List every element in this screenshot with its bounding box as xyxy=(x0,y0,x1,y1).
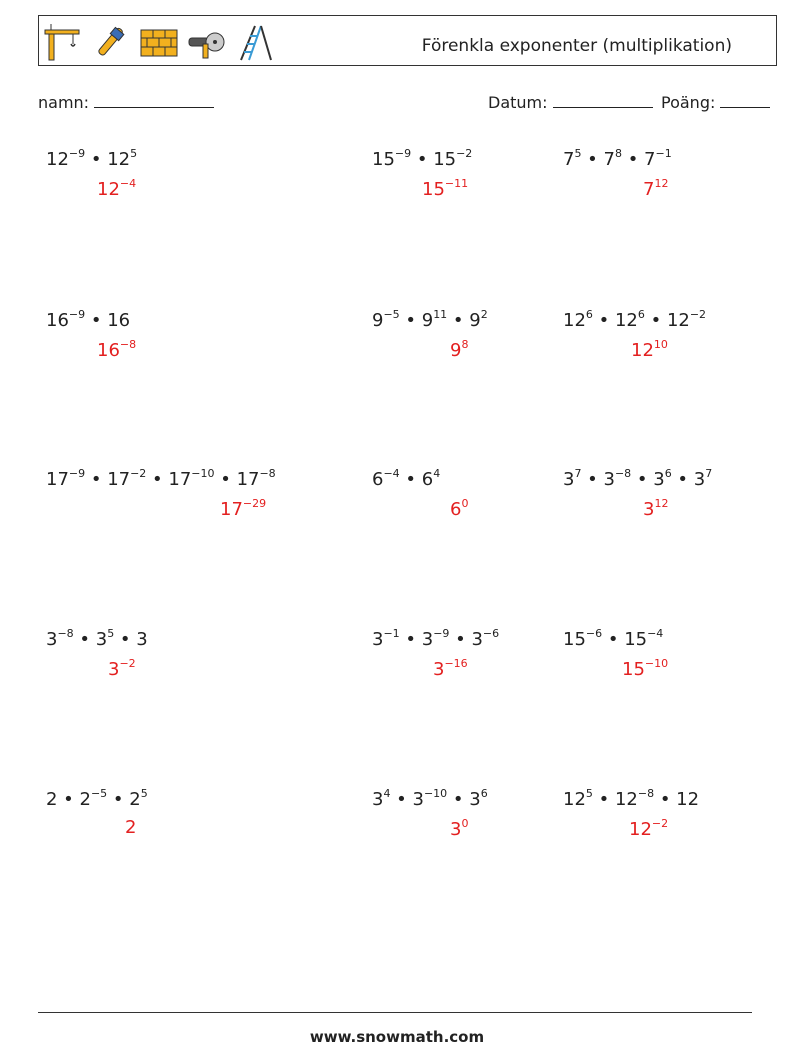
answer-15 xyxy=(629,817,668,840)
multiply-dot: • xyxy=(449,629,472,650)
ladder-icon xyxy=(235,22,275,62)
term-exponent: −2 xyxy=(456,147,473,160)
problem-4 xyxy=(46,308,130,331)
term-base: 7 xyxy=(644,149,656,170)
answer-exponent: 0 xyxy=(461,497,469,510)
answer-6 xyxy=(631,338,668,361)
problem-11 xyxy=(372,627,499,650)
name-label: namn: xyxy=(38,93,90,112)
problem-12 xyxy=(563,627,663,650)
multiply-dot: • xyxy=(581,149,604,170)
term-base: 15 xyxy=(563,629,586,650)
term-exponent: −6 xyxy=(585,627,603,640)
term-exponent: −8 xyxy=(614,467,632,480)
answer-2 xyxy=(422,177,468,200)
term-base: 15 xyxy=(433,149,457,170)
answer-1 xyxy=(97,177,136,200)
term-base: 15 xyxy=(624,629,648,650)
score-field[interactable] xyxy=(661,93,770,112)
term-base: 7 xyxy=(563,149,575,170)
problem-9 xyxy=(563,467,712,490)
answer-base: 2 xyxy=(125,817,137,838)
term-base: 3 xyxy=(136,629,148,650)
term-base: 3 xyxy=(412,789,424,810)
problem-7 xyxy=(46,467,276,490)
term-base: 15 xyxy=(372,149,395,170)
answer-base: 17 xyxy=(220,499,243,520)
answer-12 xyxy=(622,657,668,680)
crane-icon xyxy=(43,22,83,62)
term-exponent: 6 xyxy=(585,308,593,321)
answer-9 xyxy=(643,497,668,520)
term-exponent: −8 xyxy=(57,627,74,640)
answer-exponent: −29 xyxy=(242,497,267,510)
term-exponent: 4 xyxy=(383,787,391,800)
date-blank[interactable] xyxy=(553,93,653,108)
multiply-dot: • xyxy=(447,310,470,331)
term-exponent: −9 xyxy=(433,627,450,640)
answer-base: 9 xyxy=(450,340,462,361)
term-base: 3 xyxy=(563,469,575,490)
term-exponent: 5 xyxy=(130,147,138,160)
answer-base: 6 xyxy=(450,499,462,520)
term-base: 2 xyxy=(129,789,141,810)
answer-base: 12 xyxy=(97,179,120,200)
multiply-dot: • xyxy=(73,629,96,650)
term-exponent: −1 xyxy=(655,147,672,160)
answer-exponent: −2 xyxy=(651,817,669,830)
problem-2 xyxy=(372,147,472,170)
answer-exponent: 0 xyxy=(461,817,469,830)
term-exponent: 6 xyxy=(664,467,672,480)
answer-exponent: −10 xyxy=(644,657,669,670)
multiply-dot: • xyxy=(644,310,667,331)
answer-10 xyxy=(108,657,136,680)
term-base: 12 xyxy=(666,310,690,331)
term-base: 3 xyxy=(693,469,706,490)
answer-base: 16 xyxy=(97,340,120,361)
term-base: 16 xyxy=(107,310,131,331)
answer-base: 3 xyxy=(450,819,462,840)
term-exponent: 2 xyxy=(480,308,488,321)
answer-exponent: −11 xyxy=(444,177,469,190)
term-exponent: 7 xyxy=(705,467,713,480)
term-exponent: 11 xyxy=(433,308,448,321)
term-exponent: −2 xyxy=(689,308,707,321)
term-base: 12 xyxy=(107,149,131,170)
term-base: 12 xyxy=(46,149,69,170)
term-base: 3 xyxy=(372,789,384,810)
score-label: Poäng: xyxy=(661,93,716,112)
problem-14 xyxy=(372,787,488,810)
term-base: 3 xyxy=(471,629,483,650)
term-base: 2 xyxy=(79,789,91,810)
multiply-dot: • xyxy=(399,469,422,490)
term-exponent: 7 xyxy=(574,467,582,480)
answer-7 xyxy=(220,497,266,520)
term-base: 12 xyxy=(676,789,700,810)
answer-exponent: 12 xyxy=(654,177,669,190)
answer-base: 7 xyxy=(643,179,655,200)
term-exponent: 4 xyxy=(433,467,441,480)
date-label: Datum: xyxy=(488,93,548,112)
term-base: 2 xyxy=(46,789,58,810)
multiply-dot: • xyxy=(671,469,694,490)
problem-3 xyxy=(563,147,672,170)
term-base: 6 xyxy=(421,469,434,490)
term-exponent: −9 xyxy=(68,467,86,480)
answer-exponent: −4 xyxy=(119,177,137,190)
answer-exponent: −16 xyxy=(444,657,468,670)
answer-exponent: 12 xyxy=(654,497,669,510)
term-base: 3 xyxy=(603,469,615,490)
term-exponent: −5 xyxy=(383,308,400,321)
term-base: 7 xyxy=(603,149,615,170)
wrench-icon xyxy=(91,22,131,62)
term-exponent: −5 xyxy=(90,787,108,800)
answer-exponent: 8 xyxy=(461,338,469,351)
brick-wall-icon xyxy=(139,22,179,62)
term-base: 12 xyxy=(563,789,586,810)
multiply-dot: • xyxy=(146,469,169,490)
multiply-dot: • xyxy=(581,469,604,490)
answer-base: 15 xyxy=(622,659,645,680)
answer-exponent: 10 xyxy=(653,338,668,351)
multiply-dot: • xyxy=(631,469,654,490)
term-exponent: 5 xyxy=(574,147,582,160)
multiply-dot: • xyxy=(57,789,80,810)
term-base: 3 xyxy=(653,469,665,490)
term-exponent: −4 xyxy=(647,627,664,640)
answer-8 xyxy=(450,497,468,520)
answer-base: 3 xyxy=(108,659,120,680)
answer-13 xyxy=(125,817,136,838)
problem-13 xyxy=(46,787,148,810)
angle-grinder-icon xyxy=(187,22,227,62)
footer-divider xyxy=(38,1012,752,1013)
term-base: 17 xyxy=(46,469,69,490)
answer-exponent: −2 xyxy=(119,657,136,670)
term-base: 3 xyxy=(421,629,434,650)
term-exponent: −4 xyxy=(383,467,400,480)
problem-15 xyxy=(563,787,699,810)
multiply-dot: • xyxy=(411,149,434,170)
term-base: 17 xyxy=(168,469,192,490)
multiply-dot: • xyxy=(654,789,677,810)
term-base: 12 xyxy=(563,310,586,331)
problem-8 xyxy=(372,467,440,490)
term-exponent: 6 xyxy=(637,308,645,321)
problem-1 xyxy=(46,147,137,170)
term-exponent: −10 xyxy=(423,787,448,800)
answer-base: 15 xyxy=(422,179,445,200)
term-base: 3 xyxy=(95,629,108,650)
multiply-dot: • xyxy=(107,789,130,810)
term-exponent: −8 xyxy=(637,787,655,800)
multiply-dot: • xyxy=(399,310,422,331)
term-base: 3 xyxy=(46,629,58,650)
term-base: 12 xyxy=(614,310,638,331)
multiply-dot: • xyxy=(592,310,615,331)
answer-exponent: −8 xyxy=(119,338,137,351)
term-base: 16 xyxy=(46,310,69,331)
worksheet-title: Förenkla exponenter (multiplikation) xyxy=(421,36,732,56)
term-base: 9 xyxy=(372,310,384,331)
multiply-dot: • xyxy=(602,629,625,650)
term-exponent: −9 xyxy=(68,308,86,321)
term-exponent: −8 xyxy=(259,467,276,480)
term-base: 6 xyxy=(372,469,384,490)
name-field[interactable] xyxy=(38,93,214,112)
term-exponent: −9 xyxy=(68,147,86,160)
answer-base: 12 xyxy=(631,340,654,361)
name-blank[interactable] xyxy=(94,93,214,108)
term-exponent: −9 xyxy=(394,147,412,160)
term-exponent: 5 xyxy=(140,787,148,800)
multiply-dot: • xyxy=(592,789,615,810)
term-base: 17 xyxy=(107,469,131,490)
multiply-dot: • xyxy=(85,149,108,170)
worksheet-header xyxy=(38,15,777,66)
term-exponent: −10 xyxy=(191,467,215,480)
problem-10 xyxy=(46,627,148,650)
answer-base: 12 xyxy=(629,819,652,840)
multiply-dot: • xyxy=(85,469,108,490)
term-base: 3 xyxy=(372,629,384,650)
answer-14 xyxy=(450,817,468,840)
date-field[interactable] xyxy=(488,93,653,112)
multiply-dot: • xyxy=(114,629,137,650)
score-blank[interactable] xyxy=(720,93,770,108)
term-exponent: −6 xyxy=(482,627,500,640)
term-base: 3 xyxy=(469,789,481,810)
problem-5 xyxy=(372,308,488,331)
term-base: 9 xyxy=(421,310,434,331)
term-base: 12 xyxy=(614,789,638,810)
term-exponent: 5 xyxy=(585,787,593,800)
term-exponent: −1 xyxy=(383,627,400,640)
footer-url: www.snowmath.com xyxy=(309,1028,485,1046)
multiply-dot: • xyxy=(447,789,470,810)
answer-base: 3 xyxy=(643,499,655,520)
multiply-dot: • xyxy=(621,149,645,170)
term-exponent: 8 xyxy=(614,147,622,160)
header-icons xyxy=(43,22,275,62)
term-base: 9 xyxy=(469,310,481,331)
answer-3 xyxy=(643,177,668,200)
answer-11 xyxy=(433,657,468,680)
term-base: 17 xyxy=(236,469,260,490)
multiply-dot: • xyxy=(214,469,237,490)
multiply-dot: • xyxy=(399,629,422,650)
multiply-dot: • xyxy=(390,789,413,810)
term-exponent: 6 xyxy=(480,787,488,800)
multiply-dot: • xyxy=(85,310,108,331)
answer-4 xyxy=(97,338,136,361)
answer-5 xyxy=(450,338,468,361)
term-exponent: −2 xyxy=(130,467,147,480)
term-exponent: 5 xyxy=(107,627,115,640)
problem-6 xyxy=(563,308,706,331)
answer-base: 3 xyxy=(433,659,445,680)
